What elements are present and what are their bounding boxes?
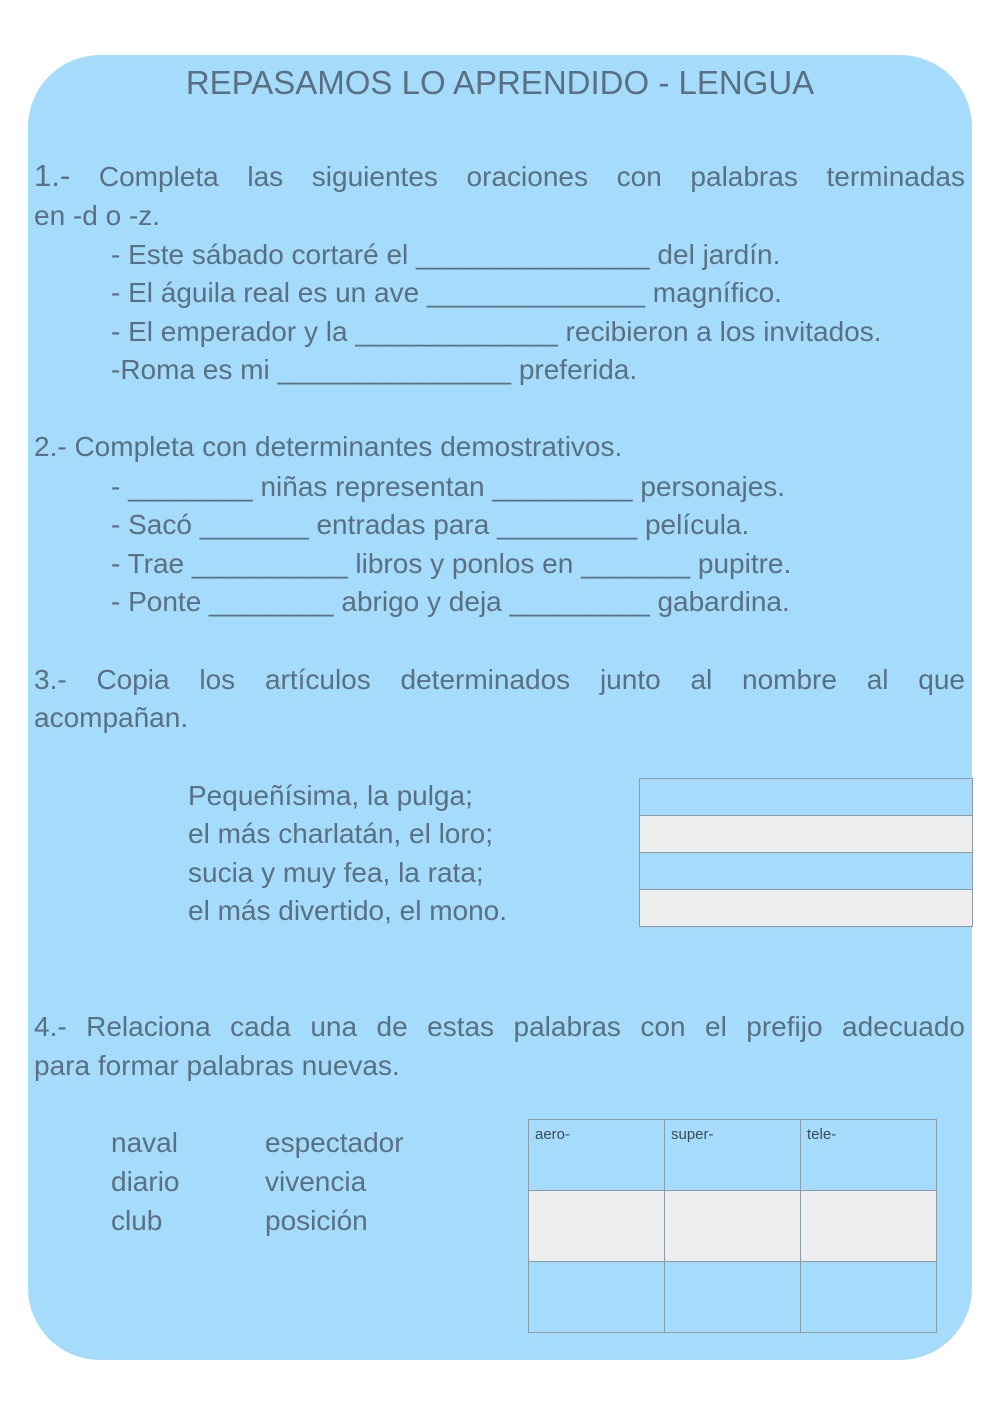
sentence-text: preferida.	[511, 354, 638, 385]
answer-input[interactable]	[640, 779, 973, 816]
ex3-instruction-line1: 3.- Copia los artículos determinados junto al nombre al que	[34, 664, 965, 695]
answer-blank[interactable]: _______________	[277, 354, 512, 385]
poem-line: Pequeñísima, la pulga;	[188, 780, 473, 811]
drop-zone[interactable]	[529, 1191, 665, 1262]
ex2-instruction: 2.- Completa con determinantes demostrativos.	[34, 431, 623, 462]
ex1-instruction-line1: Completa las siguientes oraciones con palabras terminadas	[98, 161, 966, 192]
ex1-instruction-line2: en -d o -z.	[34, 200, 161, 231]
prefix-header: super-	[665, 1120, 801, 1191]
answer-blank[interactable]: _______________	[416, 239, 650, 270]
sentence-text: del jardín.	[649, 239, 781, 270]
answer-blank[interactable]: _____________	[355, 316, 558, 347]
ex1-number: 1.-	[34, 158, 71, 193]
drop-zone[interactable]	[801, 1262, 937, 1333]
poem-line: el más divertido, el mono.	[188, 895, 508, 926]
prefix-header: aero-	[529, 1120, 665, 1191]
ex4-instruction-line1: 4.- Relaciona cada una de estas palabras con el prefijo adecuado	[34, 1011, 965, 1042]
ex2-sentence[interactable]: - Ponte ________ abrigo y deja _________ gabardina.	[111, 586, 790, 617]
prefix-header: tele-	[801, 1120, 937, 1191]
word-item[interactable]: club	[111, 1205, 163, 1236]
ex1-sentence	[111, 354, 637, 386]
ex1-sentence	[111, 277, 782, 309]
drop-zone[interactable]	[665, 1262, 801, 1333]
word-item[interactable]: diario	[111, 1166, 180, 1197]
drop-zone[interactable]	[665, 1191, 801, 1262]
ex3-instruction-line2: acompañan.	[34, 702, 189, 733]
word-item[interactable]: naval	[111, 1127, 178, 1158]
word-list-2	[265, 1127, 404, 1244]
articles-answer-table	[639, 778, 973, 927]
answer-input[interactable]	[640, 890, 973, 927]
sentence-text: -Roma es mi	[111, 354, 278, 385]
word-item[interactable]: vivencia	[265, 1166, 367, 1197]
sentence-text: - El emperador y la	[111, 316, 356, 347]
answer-input[interactable]	[640, 853, 973, 890]
page-title: REPASAMOS LO APRENDIDO - LENGUA	[185, 64, 815, 101]
sentence-text: - El águila real es un ave	[111, 277, 427, 308]
ex2-sentence[interactable]: - Sacó _______ entradas para _________ película.	[111, 509, 750, 540]
answer-blank[interactable]: ______________	[426, 277, 645, 308]
answer-input[interactable]	[640, 816, 973, 853]
poem-line: sucia y muy fea, la rata;	[188, 857, 484, 888]
sentence-text: magnífico.	[644, 277, 782, 308]
ex1-sentence	[111, 316, 882, 348]
word-item[interactable]: espectador	[265, 1127, 404, 1158]
ex4-instruction-line2: para formar palabras nuevas.	[34, 1050, 400, 1081]
drop-zone[interactable]	[529, 1262, 665, 1333]
sentence-text: - Este sábado cortaré el	[111, 239, 417, 270]
ex2-sentence[interactable]: - Trae __________ libros y ponlos en _______ pupitre.	[111, 548, 792, 579]
ex1-instruction	[34, 158, 965, 194]
sentence-text: recibieron a los invitados.	[557, 316, 882, 347]
ex1-sentence	[111, 239, 780, 271]
poem-line: el más charlatán, el loro;	[188, 818, 494, 849]
drop-zone[interactable]	[801, 1191, 937, 1262]
prefix-table	[528, 1119, 937, 1333]
ex2-sentence[interactable]: - ________ niñas representan _________ personajes.	[111, 471, 786, 502]
word-list-1	[111, 1127, 179, 1244]
word-item[interactable]: posición	[265, 1205, 368, 1236]
